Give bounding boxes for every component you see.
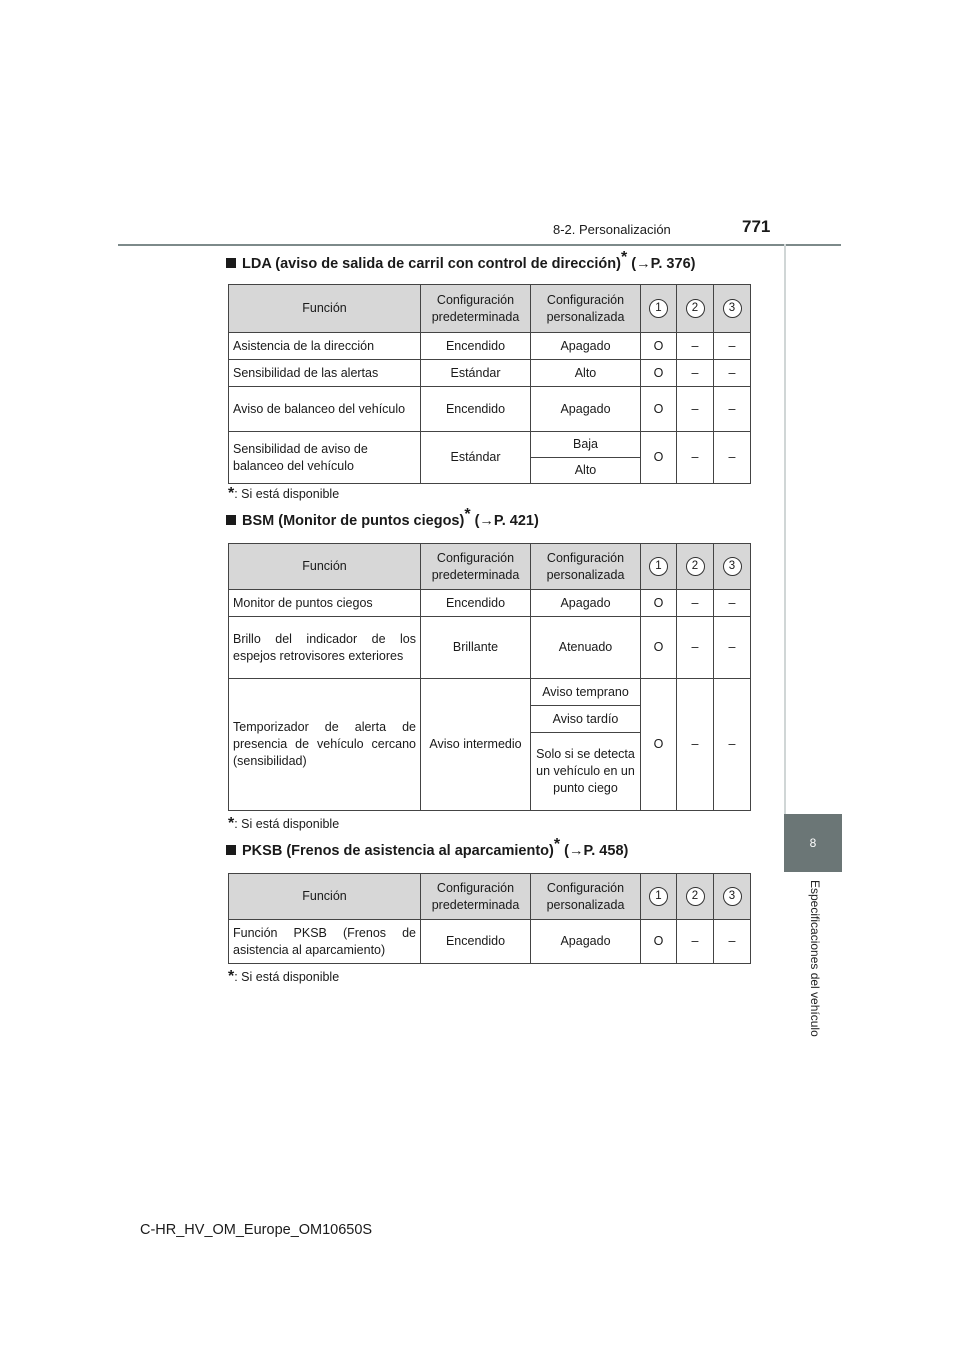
chapter-label: Especificaciones del vehículo bbox=[808, 880, 822, 1037]
default-cell: Encendido bbox=[421, 920, 531, 964]
footnote-star: * bbox=[228, 968, 235, 985]
c3-cell: – bbox=[714, 590, 751, 617]
c2-cell: – bbox=[677, 360, 714, 387]
default-cell: Estándar bbox=[421, 432, 531, 484]
table-row bbox=[229, 360, 751, 387]
default-cell: Aviso intermedio bbox=[421, 679, 531, 811]
circled-3-icon: 3 bbox=[723, 887, 742, 906]
circled-2-icon: 2 bbox=[686, 887, 705, 906]
footnote-star: * bbox=[228, 485, 235, 502]
circled-1-icon: 1 bbox=[649, 887, 668, 906]
col-header-function: Función bbox=[229, 285, 421, 333]
col-header-function: Función bbox=[229, 544, 421, 590]
col-header-2 bbox=[677, 874, 714, 920]
page-reference: (→P. 376) bbox=[627, 256, 696, 272]
circled-3-icon: 3 bbox=[723, 557, 742, 576]
custom-option-cell: Alto bbox=[531, 458, 641, 484]
default-cell: Brillante bbox=[421, 617, 531, 679]
col-header-custom: Configuración personalizada bbox=[531, 874, 641, 920]
c1-cell: O bbox=[641, 333, 677, 360]
col-header-default: Configuración predeterminada bbox=[421, 874, 531, 920]
col-header-3 bbox=[714, 874, 751, 920]
footnote-star: * bbox=[553, 836, 561, 854]
table-header-row bbox=[229, 874, 751, 920]
square-bullet-icon bbox=[226, 845, 236, 855]
chapter-number: 8 bbox=[809, 836, 817, 850]
section-title-text: BSM (Monitor de puntos ciegos) bbox=[242, 513, 465, 529]
circled-3-icon: 3 bbox=[723, 299, 742, 318]
footnote-text: : Si está disponible bbox=[234, 817, 340, 831]
c1-cell: O bbox=[641, 920, 677, 964]
circled-1-icon: 1 bbox=[649, 557, 668, 576]
section-title-lda bbox=[226, 249, 696, 272]
footnote bbox=[228, 968, 339, 986]
bsm-settings-table bbox=[228, 543, 751, 811]
table-row bbox=[229, 617, 751, 679]
default-cell: Encendido bbox=[421, 333, 531, 360]
function-cell: Sensibilidad de aviso de balanceo del vehículo bbox=[229, 432, 421, 484]
col-header-1 bbox=[641, 874, 677, 920]
col-header-3 bbox=[714, 285, 751, 333]
function-cell: Temporizador de alerta de presencia de vehículo cercano (sensibilidad) bbox=[229, 679, 421, 811]
c3-cell: – bbox=[714, 387, 751, 432]
c2-cell: – bbox=[677, 679, 714, 811]
custom-option-cell: Aviso tardío bbox=[531, 706, 641, 733]
page-number: 771 bbox=[742, 217, 771, 236]
col-header-function: Función bbox=[229, 874, 421, 920]
c3-cell: – bbox=[714, 920, 751, 964]
custom-option-cell: Solo si se detecta un vehículo en un punto ciego bbox=[531, 733, 641, 811]
pksb-settings-table bbox=[228, 873, 751, 964]
c2-cell: – bbox=[677, 333, 714, 360]
c1-cell: O bbox=[641, 432, 677, 484]
col-header-default: Configuración predeterminada bbox=[421, 285, 531, 333]
default-cell: Encendido bbox=[421, 590, 531, 617]
table-header-row bbox=[229, 544, 751, 590]
page-reference: (→P. 458) bbox=[560, 843, 629, 859]
c2-cell: – bbox=[677, 617, 714, 679]
circled-2-icon: 2 bbox=[686, 557, 705, 576]
section-title-text: LDA (aviso de salida de carril con control de dirección) bbox=[242, 256, 621, 272]
c2-cell: – bbox=[677, 387, 714, 432]
custom-cell: Apagado bbox=[531, 387, 641, 432]
footnote-text: : Si está disponible bbox=[234, 487, 340, 501]
table-row bbox=[229, 387, 751, 432]
custom-option-cell: Baja bbox=[531, 432, 641, 458]
col-header-3 bbox=[714, 544, 751, 590]
custom-cell: Atenuado bbox=[531, 617, 641, 679]
col-header-default: Configuración predeterminada bbox=[421, 544, 531, 590]
section-title-bsm bbox=[226, 506, 539, 529]
function-cell: Brillo del indicador de los espejos retrovisores exteriores bbox=[229, 617, 421, 679]
section-title-pksb bbox=[226, 836, 629, 859]
table-row bbox=[229, 590, 751, 617]
c2-cell: – bbox=[677, 590, 714, 617]
side-divider bbox=[784, 244, 786, 814]
c3-cell: – bbox=[714, 432, 751, 484]
custom-option-cell: Aviso temprano bbox=[531, 679, 641, 706]
circled-1-icon: 1 bbox=[649, 299, 668, 318]
default-cell: Encendido bbox=[421, 387, 531, 432]
c1-cell: O bbox=[641, 679, 677, 811]
custom-cell: Apagado bbox=[531, 590, 641, 617]
c2-cell: – bbox=[677, 920, 714, 964]
c3-cell: – bbox=[714, 360, 751, 387]
c2-cell: – bbox=[677, 432, 714, 484]
chapter-tab bbox=[784, 814, 842, 872]
square-bullet-icon bbox=[226, 515, 236, 525]
lda-settings-table bbox=[228, 284, 751, 484]
footnote-star: * bbox=[228, 815, 235, 832]
table-row bbox=[229, 920, 751, 964]
function-cell: Función PKSB (Frenos de asistencia al aparcamiento) bbox=[229, 920, 421, 964]
custom-cell: Apagado bbox=[531, 920, 641, 964]
function-cell: Sensibilidad de las alertas bbox=[229, 360, 421, 387]
custom-cell: Alto bbox=[531, 360, 641, 387]
c3-cell: – bbox=[714, 333, 751, 360]
circled-2-icon: 2 bbox=[686, 299, 705, 318]
col-header-2 bbox=[677, 285, 714, 333]
function-cell: Asistencia de la dirección bbox=[229, 333, 421, 360]
col-header-2 bbox=[677, 544, 714, 590]
col-header-1 bbox=[641, 285, 677, 333]
c1-cell: O bbox=[641, 387, 677, 432]
col-header-custom: Configuración personalizada bbox=[531, 544, 641, 590]
square-bullet-icon bbox=[226, 258, 236, 268]
footnote-text: : Si está disponible bbox=[234, 970, 340, 984]
footnote-star: * bbox=[464, 506, 471, 524]
c1-cell: O bbox=[641, 360, 677, 387]
function-cell: Aviso de balanceo del vehículo bbox=[229, 387, 421, 432]
table-row bbox=[229, 432, 751, 458]
default-cell: Estándar bbox=[421, 360, 531, 387]
page-reference: (→P. 421) bbox=[470, 513, 539, 529]
header-rule bbox=[118, 244, 841, 246]
document-id: C-HR_HV_OM_Europe_OM10650S bbox=[140, 1222, 373, 1238]
c1-cell: O bbox=[641, 590, 677, 617]
footnote bbox=[228, 815, 339, 833]
section-header: 8-2. Personalización bbox=[553, 222, 671, 237]
table-header-row bbox=[229, 285, 751, 333]
c3-cell: – bbox=[714, 617, 751, 679]
c1-cell: O bbox=[641, 617, 677, 679]
section-title-text: PKSB (Frenos de asistencia al aparcamiento) bbox=[242, 843, 554, 859]
function-cell: Monitor de puntos ciegos bbox=[229, 590, 421, 617]
custom-cell: Apagado bbox=[531, 333, 641, 360]
table-row bbox=[229, 679, 751, 706]
table-row bbox=[229, 333, 751, 360]
col-header-1 bbox=[641, 544, 677, 590]
footnote bbox=[228, 485, 339, 503]
c3-cell: – bbox=[714, 679, 751, 811]
col-header-custom: Configuración personalizada bbox=[531, 285, 641, 333]
footnote-star: * bbox=[620, 249, 628, 267]
